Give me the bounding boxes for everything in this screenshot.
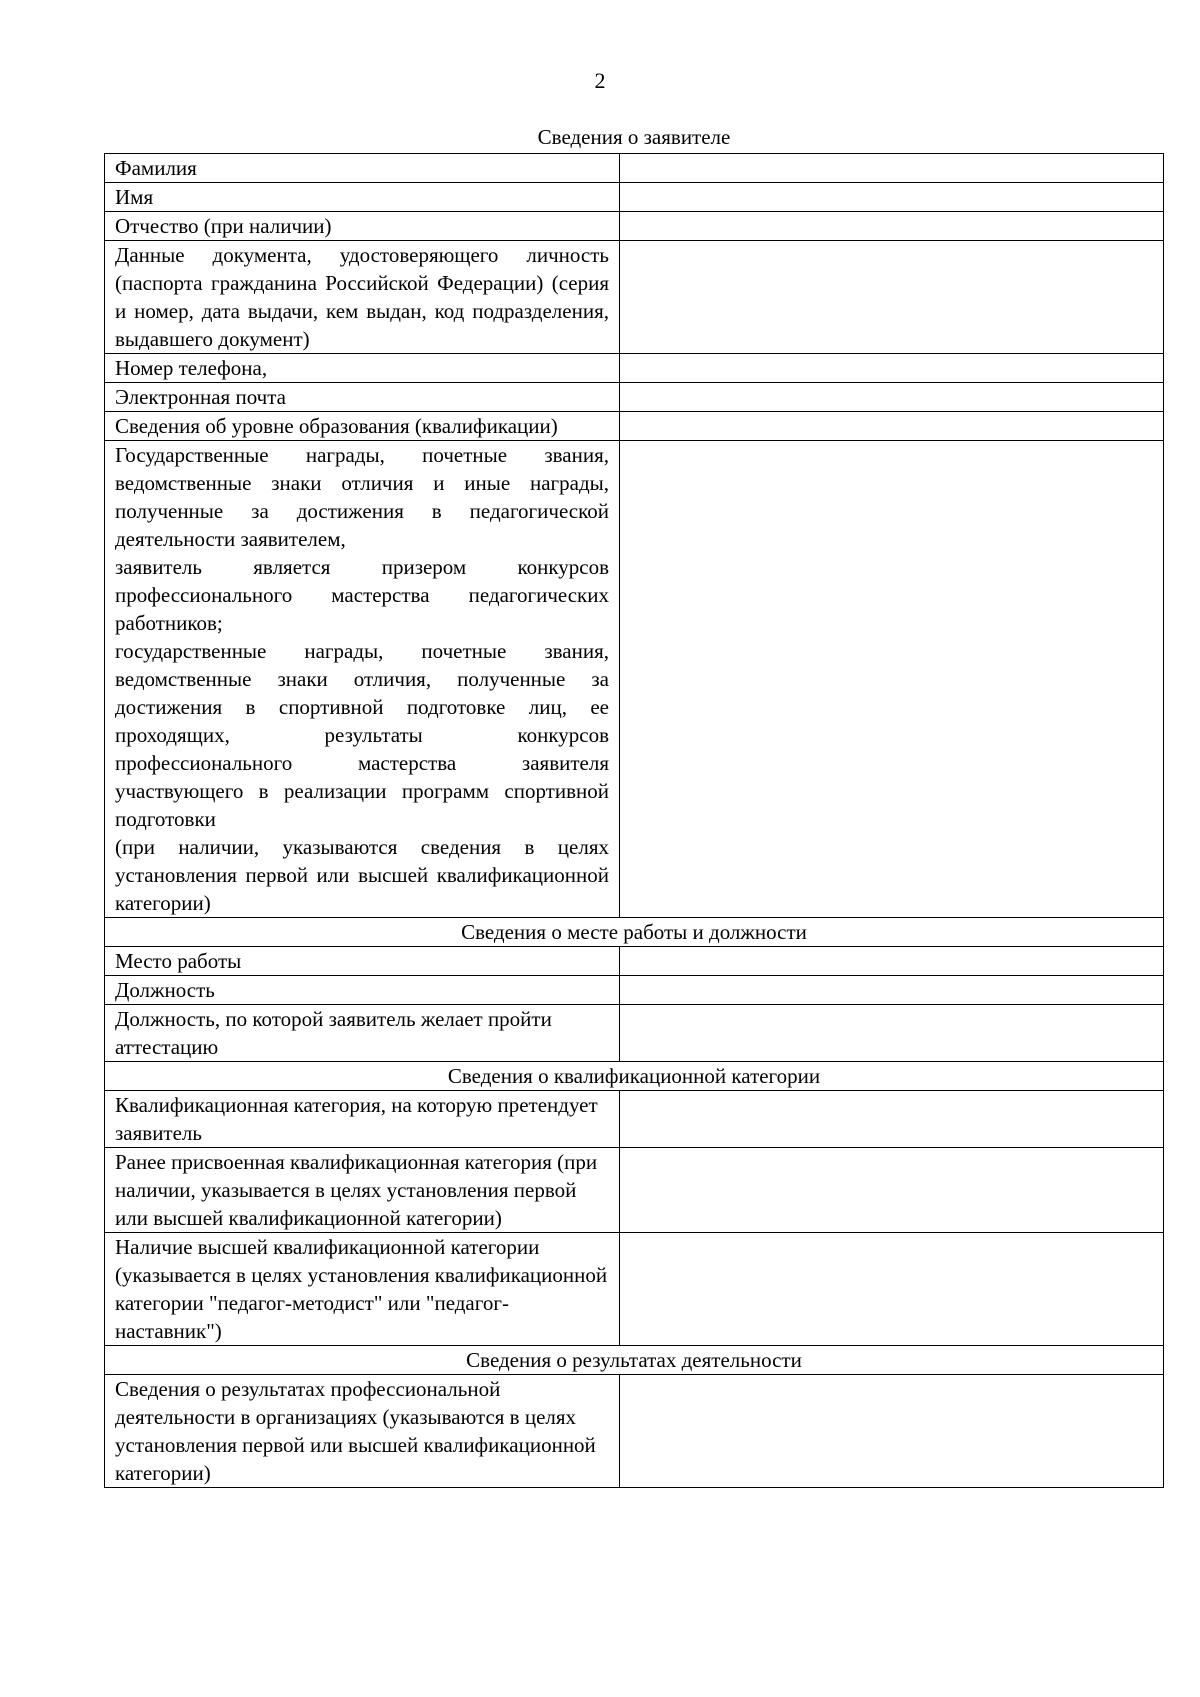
field-label-patronymic: Отчество (при наличии)	[105, 212, 620, 241]
section-header-results: Сведения о результатах деятельности	[105, 1346, 1164, 1375]
field-value-professional-results[interactable]	[620, 1375, 1164, 1488]
field-value-name[interactable]	[620, 183, 1164, 212]
field-label-phone: Номер телефона,	[105, 354, 620, 383]
awards-paragraph: государственные награды, почетные звания, ведомственные знаки отличия, полученные за достижения в спортивной подготовке лиц, ее проходящих, результаты конкурсов профессионального мастерства заявителя участвующего в реализации программ спортивной подготовки	[115, 639, 609, 831]
field-value-position[interactable]	[620, 976, 1164, 1005]
table-row	[105, 212, 1164, 241]
field-label-professional-results: Сведения о результатах профессиональной деятельности в организациях (указываются в целях установления первой или высшей квалификационной категории)	[105, 1375, 620, 1488]
field-label-education: Сведения об уровне образования (квалификации)	[105, 412, 620, 441]
field-label-attestation-position: Должность, по которой заявитель желает пройти аттестацию	[105, 1005, 620, 1062]
section-header-row	[105, 918, 1164, 947]
field-value-attestation-position[interactable]	[620, 1005, 1164, 1062]
table-row	[105, 412, 1164, 441]
awards-paragraph: заявитель является призером конкурсов профессионального мастерства педагогических работников;	[115, 555, 609, 635]
field-label-highest-category: Наличие высшей квалификационной категории (указывается в целях установления квалификационной категории "педагог-методист" или "педагог-наставник")	[105, 1233, 620, 1346]
applicant-info-table	[104, 153, 1164, 1488]
field-value-workplace[interactable]	[620, 947, 1164, 976]
table-row	[105, 154, 1164, 183]
field-label-identity-document: Данные документа, удостоверяющего личность (паспорта гражданина Российской Федерации) (серия и номер, дата выдачи, кем выдан, код подразделения, выдавшего документ)	[105, 241, 620, 354]
section-header-row	[105, 1062, 1164, 1091]
section-header-qualification: Сведения о квалификационной категории	[105, 1062, 1164, 1091]
field-label-awards	[105, 441, 620, 918]
field-label-target-category: Квалификационная категория, на которую претендует заявитель	[105, 1091, 620, 1148]
table-row	[105, 354, 1164, 383]
field-label-surname: Фамилия	[105, 154, 620, 183]
table-row	[105, 383, 1164, 412]
field-label-previous-category: Ранее присвоенная квалификационная категория (при наличии, указывается в целях установления первой или высшей квалификационной категории)	[105, 1148, 620, 1233]
awards-paragraph: Государственные награды, почетные звания, ведомственные знаки отличия и иные награды, полученные за достижения в педагогической деятельности заявителем,	[115, 443, 609, 551]
table-row	[105, 947, 1164, 976]
table-row	[105, 976, 1164, 1005]
field-label-position: Должность	[105, 976, 620, 1005]
table-row	[105, 441, 1164, 918]
field-value-patronymic[interactable]	[620, 212, 1164, 241]
table-row	[105, 1091, 1164, 1148]
field-value-email[interactable]	[620, 383, 1164, 412]
table-row	[105, 241, 1164, 354]
field-value-previous-category[interactable]	[620, 1148, 1164, 1233]
table-caption: Сведения о заявителе	[537, 125, 731, 149]
field-label-email: Электронная почта	[105, 383, 620, 412]
table-row	[105, 1005, 1164, 1062]
table-row	[105, 1375, 1164, 1488]
table-row	[105, 183, 1164, 212]
table-row	[105, 1233, 1164, 1346]
field-value-identity-document[interactable]	[620, 241, 1164, 354]
field-label-workplace: Место работы	[105, 947, 620, 976]
field-label-name: Имя	[105, 183, 620, 212]
field-value-surname[interactable]	[620, 154, 1164, 183]
field-value-phone[interactable]	[620, 354, 1164, 383]
field-value-education[interactable]	[620, 412, 1164, 441]
section-header-row	[105, 1346, 1164, 1375]
section-header-workplace: Сведения о месте работы и должности	[105, 918, 1164, 947]
field-value-target-category[interactable]	[620, 1091, 1164, 1148]
field-value-highest-category[interactable]	[620, 1233, 1164, 1346]
field-value-awards[interactable]	[620, 441, 1164, 918]
awards-paragraph: (при наличии, указываются сведения в целях установления первой или высшей квалификационной категории)	[115, 835, 609, 915]
table-row	[105, 1148, 1164, 1233]
page-number: 2	[594, 68, 606, 93]
